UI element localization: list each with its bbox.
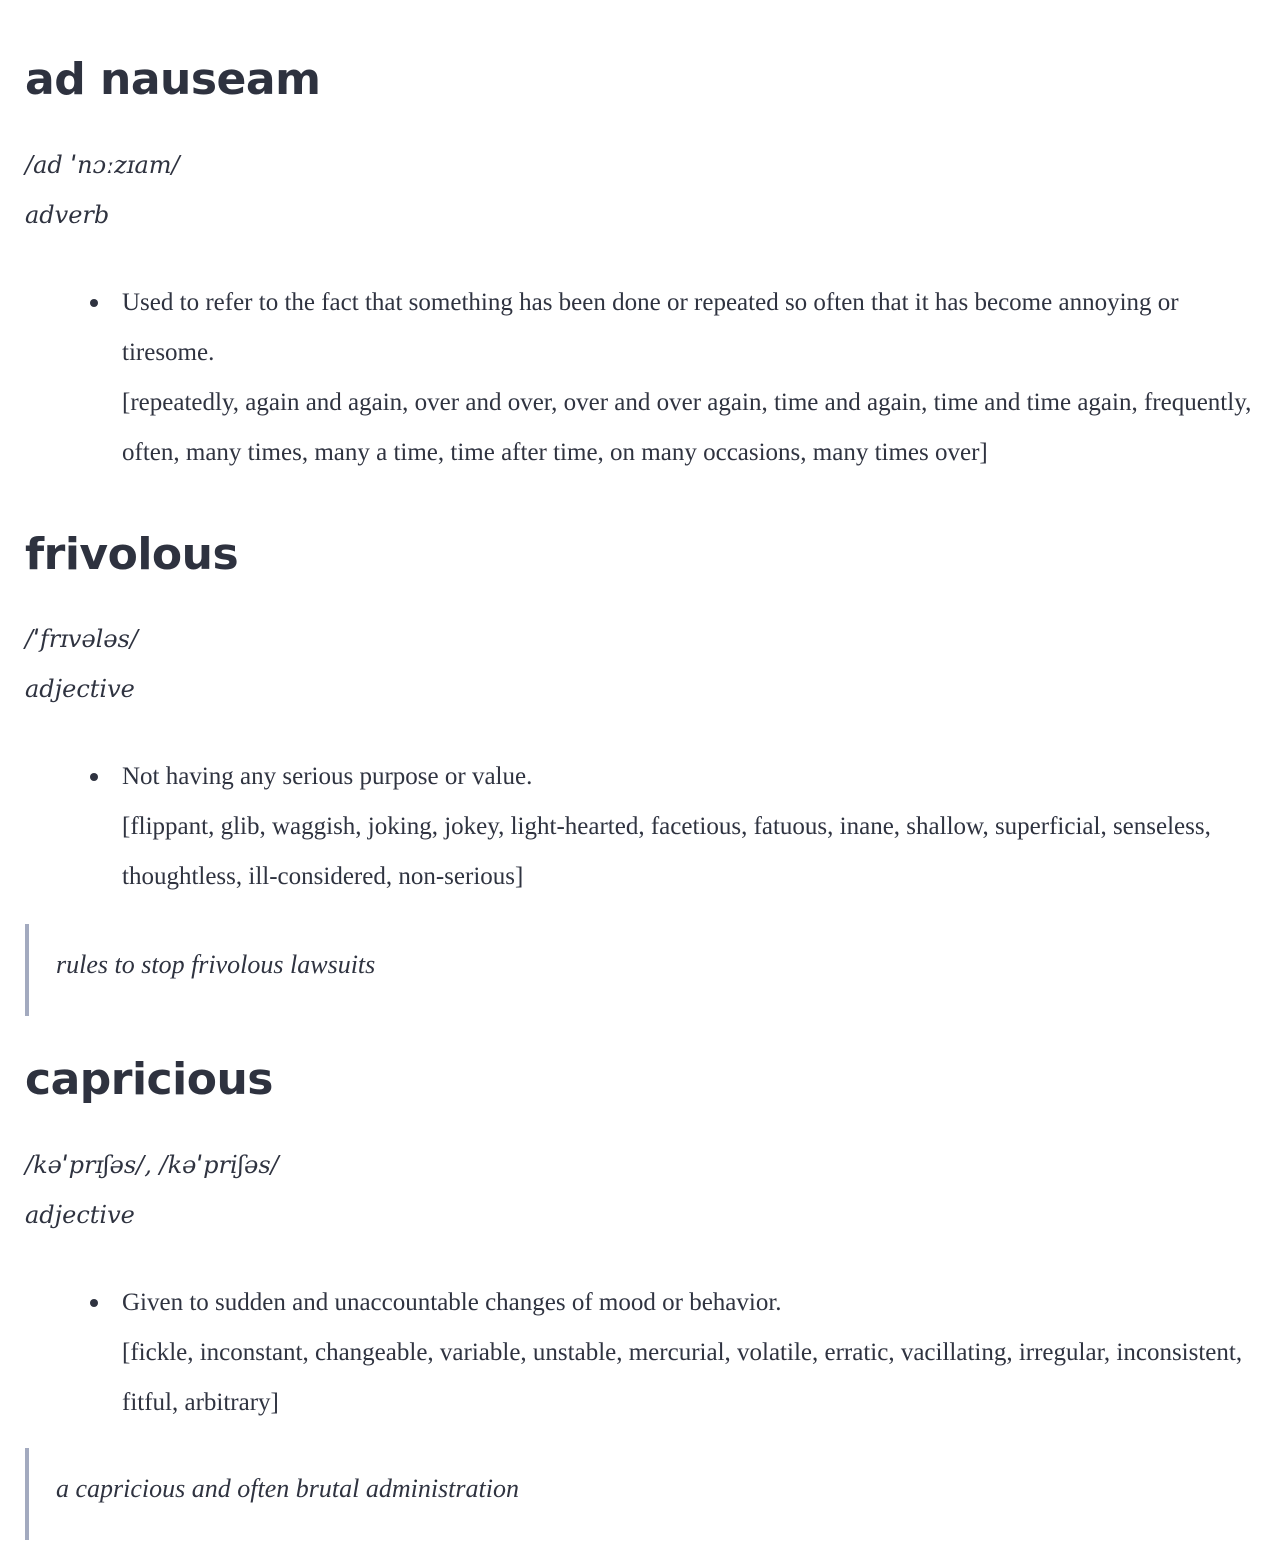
definition-item [0, 278, 1272, 478]
synonyms-text: [fickle, inconstant, changeable, variable, unstable, mercurial, volatile, erratic, vacillating, irregular, inconsistent, fitful, arbitrary] [122, 1339, 1243, 1416]
definition-list [0, 752, 1272, 902]
entry-word: frivolous [25, 529, 239, 580]
entry-pronunciation: /kəˈprɪʃəs/, /kəˈpriʃəs/ [25, 1151, 279, 1179]
entry-part-of-speech: adjective [25, 1201, 135, 1229]
definition-item [0, 1278, 1272, 1428]
bullet-icon [90, 1299, 98, 1307]
entry-pronunciation: /ad ˈnɔːzɪam/ [25, 151, 180, 179]
bullet-icon [90, 773, 98, 781]
example-text: rules to stop frivolous lawsuits [56, 950, 376, 979]
definition-list [0, 1278, 1272, 1428]
synonyms-text: [flippant, glib, waggish, joking, jokey, light-hearted, facetious, fatuous, inane, shallow, superficial, senseless, thoughtless, ill-considered, non-serious] [122, 813, 1211, 890]
entry-part-of-speech: adverb [25, 201, 110, 229]
entry-part-of-speech: adjective [25, 675, 135, 703]
entry-word: capricious [25, 1054, 273, 1105]
synonyms-text: [repeatedly, again and again, over and over, over and over again, time and again, time and time again, frequently, often, many times, many a time, time after time, on many occasions, many times over] [122, 389, 1252, 466]
bullet-icon [90, 299, 98, 307]
definition-text: Not having any serious purpose or value. [122, 763, 533, 790]
example-blockquote [25, 1448, 1225, 1540]
example-text: a capricious and often brutal administration [56, 1474, 519, 1503]
example-blockquote [25, 924, 1225, 1016]
definition-text: Given to sudden and unaccountable changes of mood or behavior. [122, 1289, 782, 1316]
definition-list [0, 278, 1272, 478]
entry-pronunciation: /ˈfrɪvələs/ [25, 625, 138, 653]
definition-item [0, 752, 1272, 902]
entry-word: ad nauseam [25, 54, 321, 105]
definition-text: Used to refer to the fact that something has been done or repeated so often that it has become annoying or tiresome. [122, 289, 1179, 366]
